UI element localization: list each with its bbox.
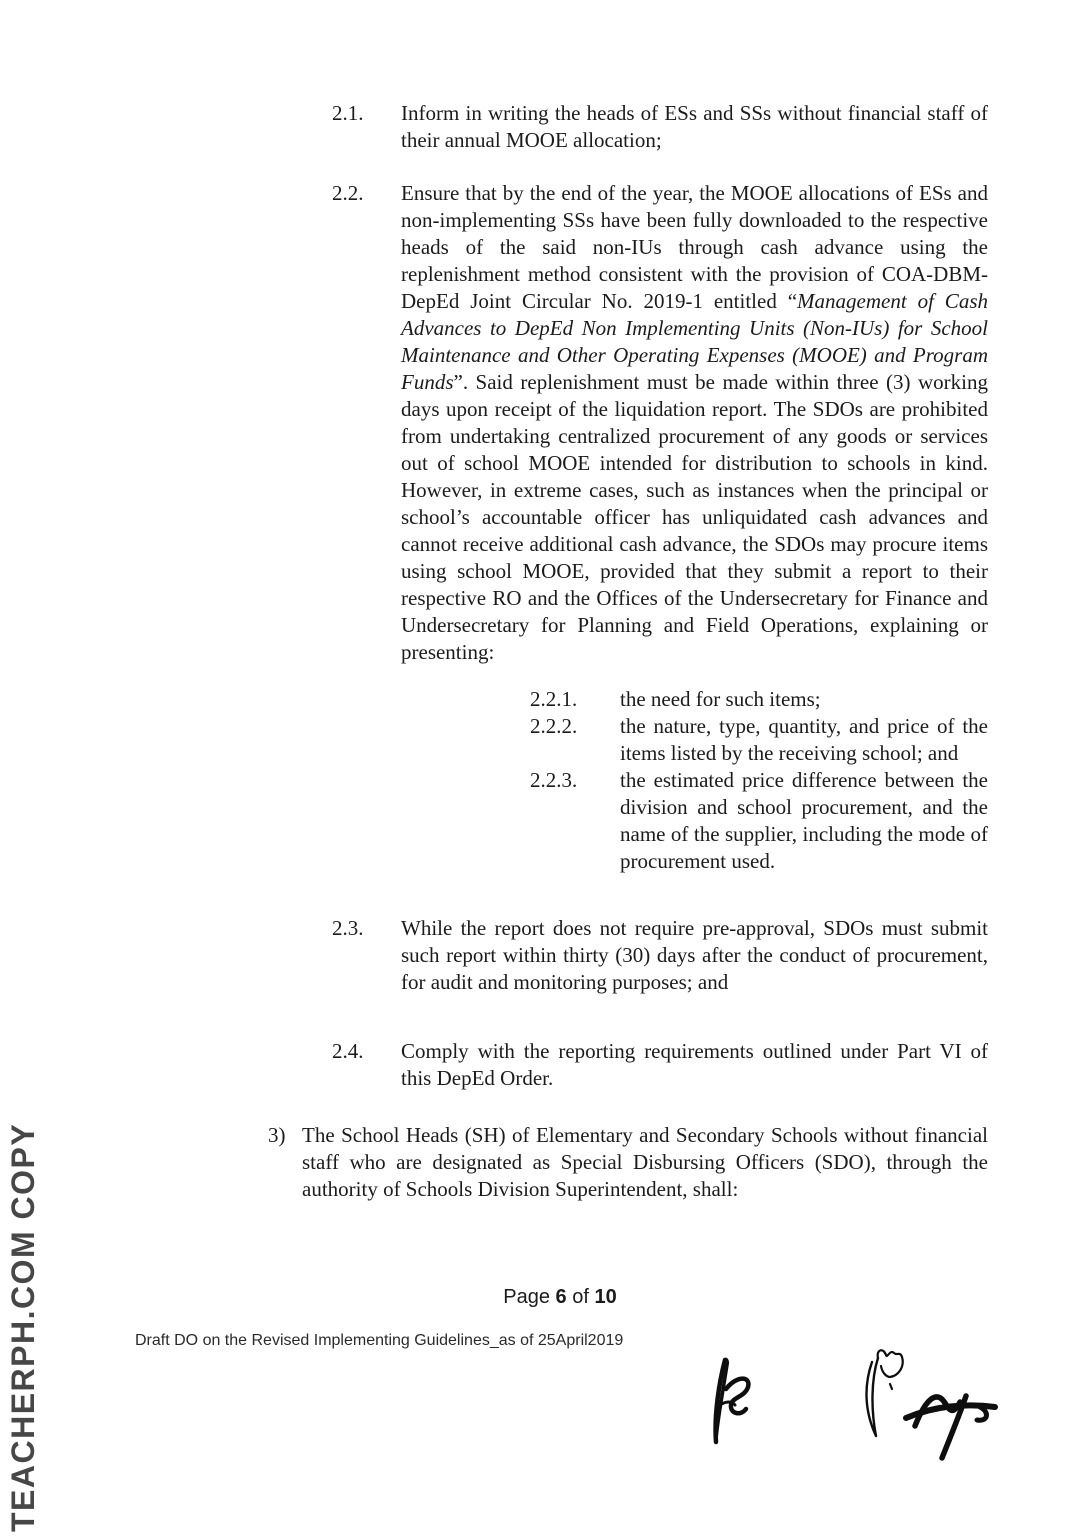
draft-footer-note: Draft DO on the Revised Implementing Guidelines_as of 25April2019 bbox=[135, 1332, 624, 1349]
paragraph-2-1 bbox=[332, 100, 988, 154]
paragraph-2-4-text: Comply with the reporting requirements outlined under Part VI of this DepEd Order. bbox=[401, 1039, 988, 1090]
paragraph-2-3-text: While the report does not require pre-approval, SDOs must submit such report within thirty (30) days after the conduct of procurement, for audit and monitoring purposes; and bbox=[401, 916, 988, 994]
document-body bbox=[268, 100, 988, 1203]
paragraph-2-2-text-tail: ”. Said replenishment must be made within three (3) working days upon receipt of the liquidation report. The SDOs are prohibited from undertaking centralized procurement of any goods or services out of school MOOE intended for distribution to schools in kind. However, in extreme cases, such as instances when the principal or school’s accountable officer has unliquidated cash advances and cannot receive additional cash advance, the SDOs may procure items using school MOOE, provided that they submit a report to their respective RO and the Offices of the Undersecretary for Finance and Undersecretary for Planning and Field Operations, explaining or presenting: bbox=[401, 370, 988, 664]
paragraph-2-4 bbox=[332, 1038, 988, 1092]
sub-item-2-2-3 bbox=[530, 767, 988, 875]
sub-item-2-2-3-number: 2.2.3. bbox=[530, 768, 578, 792]
sub-item-2-2-2-text: the nature, type, quantity, and price of the items listed by the receiving school; and bbox=[620, 714, 988, 765]
sub-item-2-2-2 bbox=[530, 713, 988, 767]
page-label-of: of bbox=[566, 1286, 595, 1308]
handwritten-initials-left bbox=[696, 1353, 771, 1448]
sub-item-2-2-1-number: 2.2.1. bbox=[530, 687, 578, 711]
item-3-text: The School Heads (SH) of Elementary and Secondary Schools without financial staff who are designated as Special Disbursing Officers (SDO), through the authority of Schools Division Superintendent, shall: bbox=[302, 1123, 988, 1201]
page-number-label bbox=[17, 1286, 1086, 1309]
paragraph-2-2-text bbox=[401, 180, 988, 666]
paragraph-2-2-text-lead: Ensure that by the end of the year, the MOOE allocations of ESs and non-implementing SSs have been fully downloaded to the respective heads of the said non-IUs through cash advance using the replenishment method consistent with the provision of COA-DBM-DepEd Joint Circular No. 2019-1 entitled “ bbox=[401, 181, 988, 313]
watermark-text: TEACHERPH.COM COPY bbox=[5, 1122, 41, 1532]
paragraph-2-2 bbox=[332, 180, 988, 666]
paragraph-2-1-text: Inform in writing the heads of ESs and SSs without financial staff of their annual MOOE allocation; bbox=[401, 101, 988, 152]
item-3-number: 3) bbox=[268, 1123, 286, 1147]
item-3 bbox=[268, 1122, 988, 1203]
page-label-total: 10 bbox=[594, 1286, 617, 1308]
sublist-2-2 bbox=[530, 686, 988, 875]
sub-item-2-2-1 bbox=[530, 686, 988, 713]
paragraph-2-2-number: 2.2. bbox=[332, 181, 364, 205]
paragraph-2-3 bbox=[332, 915, 988, 996]
handwritten-initials-scribble-right bbox=[902, 1370, 998, 1466]
page-label-prefix: Page bbox=[503, 1286, 556, 1308]
sub-item-2-2-2-number: 2.2.2. bbox=[530, 714, 578, 738]
paragraph-2-1-number: 2.1. bbox=[332, 101, 364, 125]
paragraph-2-4-number: 2.4. bbox=[332, 1039, 364, 1063]
sub-item-2-2-1-text: the need for such items; bbox=[620, 687, 821, 711]
paragraph-2-2-circular-title: Management of Cash Advances to DepEd Non Implementing Units (Non-IUs) for School Maintenance and Other Operating Expenses (MOOE) and Program Funds bbox=[401, 289, 988, 394]
sub-item-2-2-3-text: the estimated price difference between the division and school procurement, and the name of the supplier, including the mode of procurement used. bbox=[620, 768, 988, 873]
page-label-current: 6 bbox=[555, 1286, 567, 1308]
paragraph-2-3-number: 2.3. bbox=[332, 916, 364, 940]
